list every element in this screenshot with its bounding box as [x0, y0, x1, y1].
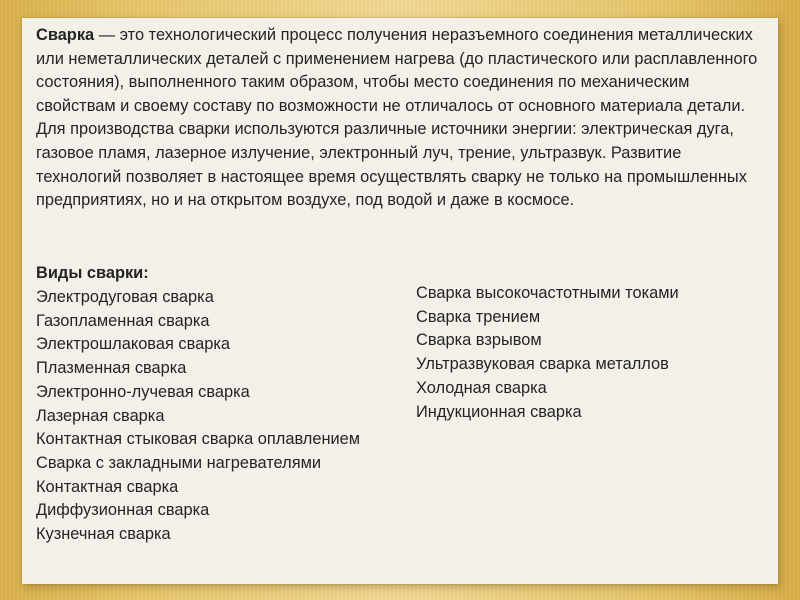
list-item: Сварка взрывом [416, 331, 542, 350]
intro-text: — это технологический процесс получения неразъемного соединения металлических или неметаллических деталей с применением нагрева (до пластического или расплавленного состояния), выполненного таким образом, чтобы место соединения по механическим свойствам и своему составу по возможности не отличалось от основного материала детали. Для производства сварки используются различные источники энергии: электрическая дуга, газовое пламя, лазерное излучение, электронный луч, трение, ультразвук. Развитие технологий позволяет в настоящее время осуществлять сварку не только на промышленных предприятиях, но и на открытом воздухе, под водой и даже в космосе. [36, 26, 758, 210]
list-item: Сварка трением [416, 307, 541, 326]
list-item: Газопламенная сварка [36, 311, 210, 330]
list-item: Электрошлаковая сварка [36, 335, 230, 354]
list-item: Плазменная сварка [36, 359, 187, 378]
list-item: Ультразвуковая сварка металлов [416, 355, 669, 374]
list-item: Контактная стыковая сварка оплавлением [36, 430, 361, 449]
list-item: Индукционная сварка [416, 402, 582, 421]
list-item: Сварка высокочастотными токами [416, 284, 679, 302]
slide [22, 18, 778, 584]
list-item: Контактная сварка [36, 477, 179, 496]
intro-paragraph [36, 24, 771, 213]
list-item: Лазерная сварка [36, 406, 165, 425]
list-item: Электронно-лучевая сварка [36, 382, 250, 401]
kinds-title: Виды сварки: [36, 264, 149, 282]
intro-term: Сварка [36, 26, 95, 44]
list-item: Холодная сварка [416, 378, 547, 397]
list-item: Кузнечная сварка [36, 525, 171, 544]
list-item: Диффузионная сварка [36, 501, 210, 520]
welding-types-right-list [416, 282, 766, 424]
list-item: Сварка с закладными нагревателями [36, 453, 321, 472]
welding-types-left-list [36, 286, 386, 547]
list-item: Электродуговая сварка [36, 288, 214, 306]
